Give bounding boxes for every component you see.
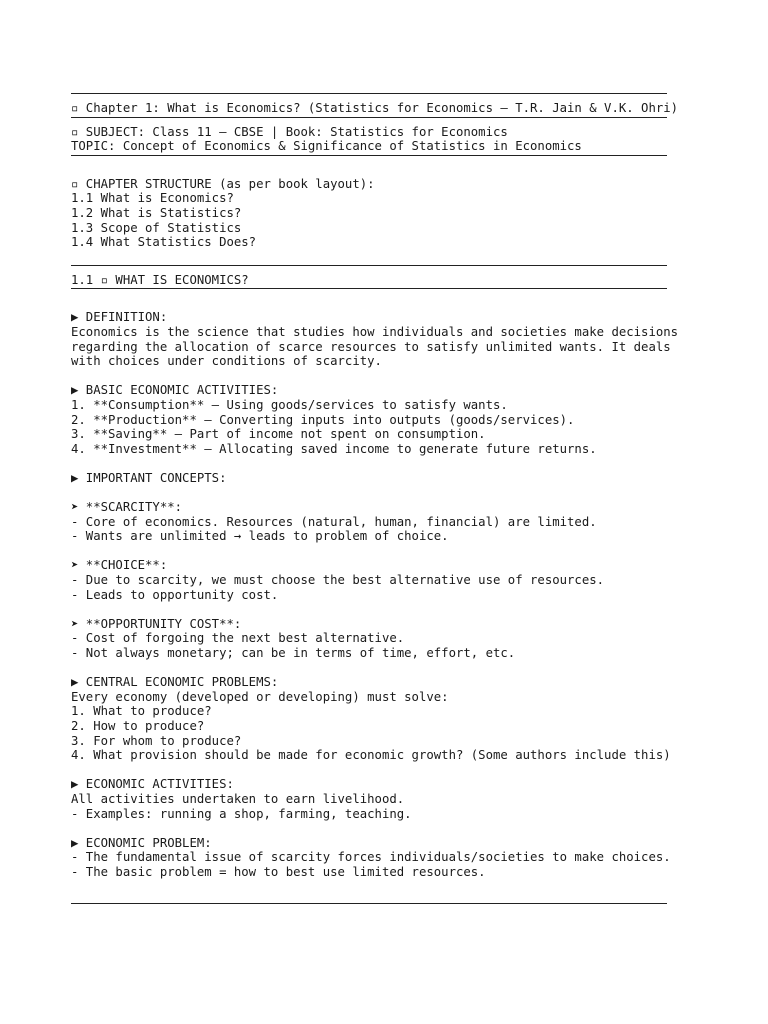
central-problems-line: 1. What to produce? [71, 704, 212, 719]
choice-heading: ➤ **CHOICE**: [71, 558, 168, 573]
scarcity-point: - Core of economics. Resources (natural, human, financial) are limited. [71, 514, 597, 529]
definition-text: Economics is the science that studies how individuals and societies make decisions [71, 324, 679, 339]
structure-item: 1.3 Scope of Statistics [71, 220, 242, 235]
choice-point: - Due to scarcity, we must choose the best alternative use of resources. [71, 573, 605, 588]
activities-heading: ▶ BASIC ECONOMIC ACTIVITIES: [71, 383, 279, 398]
definition-text: regarding the allocation of scarce resources to satisfy unlimited wants. It deals [71, 339, 671, 354]
divider [71, 903, 667, 904]
central-problems-line: Every economy (developed or developing) must solve: [71, 689, 449, 704]
divider [71, 155, 667, 156]
definition-text: with choices under conditions of scarcity. [71, 354, 382, 369]
definition-heading: ▶ DEFINITION: [71, 310, 168, 325]
activity-item: 1. **Consumption** – Using goods/services to satisfy wants. [71, 397, 508, 412]
choice-point: - Leads to opportunity cost. [71, 587, 279, 602]
economic-problem-line: - The basic problem = how to best use limited resources. [71, 864, 486, 879]
economic-activities-heading: ▶ ECONOMIC ACTIVITIES: [71, 777, 234, 792]
activity-item: 2. **Production** – Converting inputs into outputs (goods/services). [71, 412, 575, 427]
topic-line: TOPIC: Concept of Economics & Significance of Statistics in Economics [71, 139, 582, 154]
scarcity-point: - Wants are unlimited → leads to problem of choice. [71, 529, 449, 544]
structure-heading: ▫ CHAPTER STRUCTURE (as per book layout): [71, 176, 375, 191]
economic-problem-heading: ▶ ECONOMIC PROBLEM: [71, 835, 212, 850]
concepts-heading: ▶ IMPORTANT CONCEPTS: [71, 470, 227, 485]
central-problems-line: 2. How to produce? [71, 718, 205, 733]
chapter-title: ▫ Chapter 1: What is Economics? (Statistics for Economics – T.R. Jain & V.K. Ohri) [71, 101, 679, 115]
opportunity-cost-heading: ➤ **OPPORTUNITY COST**: [71, 616, 242, 631]
central-problems-line: 3. For whom to produce? [71, 733, 242, 748]
divider [71, 93, 667, 94]
divider [71, 265, 667, 266]
structure-item: 1.4 What Statistics Does? [71, 235, 257, 250]
activity-item: 4. **Investment** – Allocating saved income to generate future returns. [71, 441, 597, 456]
structure-item: 1.2 What is Statistics? [71, 205, 242, 220]
activity-item: 3. **Saving** – Part of income not spent on consumption. [71, 427, 486, 442]
divider [71, 288, 667, 289]
economic-activities-line: - Examples: running a shop, farming, teaching. [71, 806, 412, 821]
opportunity-cost-point: - Cost of forgoing the next best alternative. [71, 631, 405, 646]
subject-line: ▫ SUBJECT: Class 11 – CBSE | Book: Statistics for Economics [71, 124, 508, 139]
economic-activities-line: All activities undertaken to earn livelihood. [71, 791, 405, 806]
structure-item: 1.1 What is Economics? [71, 191, 234, 206]
central-problems-line: 4. What provision should be made for economic growth? (Some authors include this) [71, 748, 671, 763]
central-problems-heading: ▶ CENTRAL ECONOMIC PROBLEMS: [71, 675, 279, 690]
scarcity-heading: ➤ **SCARCITY**: [71, 500, 183, 515]
document-page [71, 80, 721, 904]
economic-problem-line: - The fundamental issue of scarcity forces individuals/societies to make choices. [71, 850, 671, 865]
divider [71, 117, 667, 118]
section-title: 1.1 ▫ WHAT IS ECONOMICS? [71, 272, 249, 287]
opportunity-cost-point: - Not always monetary; can be in terms of time, effort, etc. [71, 646, 516, 660]
